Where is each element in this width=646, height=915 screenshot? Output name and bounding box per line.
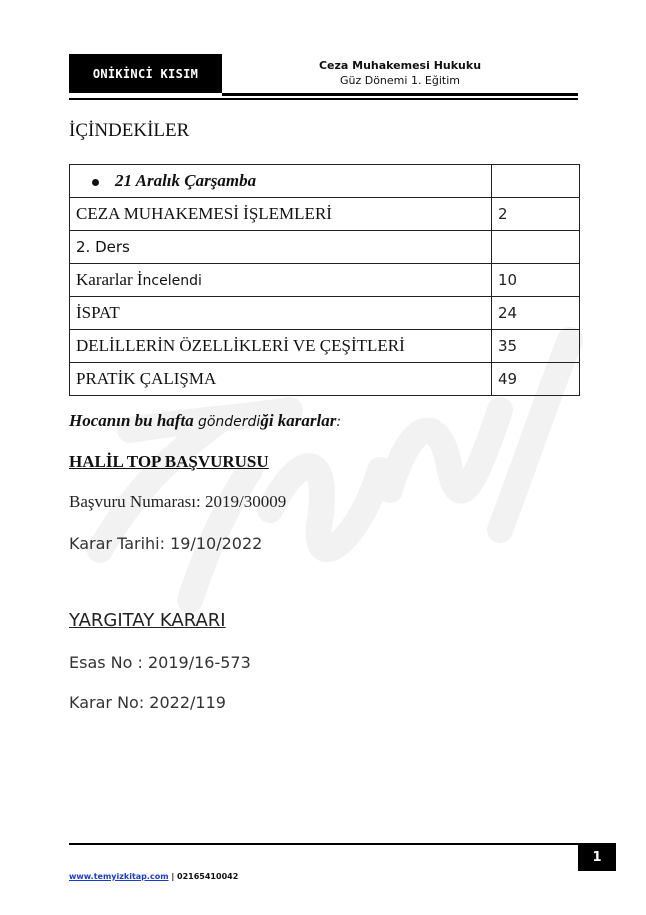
toc-entry[interactable] <box>70 264 492 297</box>
toc-row <box>70 165 580 198</box>
toc-page-number: 2 <box>492 198 580 231</box>
toc-row <box>70 363 580 396</box>
intro-line: Hocanın bu hafta gönderdiği kararlar: <box>69 411 342 430</box>
toc-page-number <box>492 165 580 198</box>
header-subtitle: Güz Dönemi 1. Eğitim <box>339 74 461 87</box>
section-label-box: ONİKİNCİ KISIM <box>69 54 222 93</box>
karar-number: Karar No: 2022/119 <box>69 693 226 712</box>
toc-entry[interactable] <box>70 231 492 264</box>
toc-entry-label: 21 Aralık Çarşamba <box>115 171 257 190</box>
header-rule-top <box>222 93 578 96</box>
toc-page-number: 10 <box>492 264 580 297</box>
toc-row <box>70 264 580 297</box>
application-number: Başvuru Numarası: 2019/30009 <box>69 492 287 511</box>
toc-row <box>70 198 580 231</box>
toc-page-number: 35 <box>492 330 580 363</box>
case-title-yargitay: YARGITAY KARARI <box>69 610 226 631</box>
phone-number: 02165410042 <box>177 872 239 881</box>
toc-table <box>69 164 580 396</box>
toc-entry[interactable] <box>70 363 492 396</box>
toc-entry-label: DELİLLERİN ÖZELLİKLERİ VE ÇEŞİTLERİ <box>76 336 405 355</box>
toc-entry[interactable] <box>70 198 492 231</box>
header-rule-bottom <box>69 98 578 100</box>
toc-entry-label: CEZA MUHAKEMESİ İŞLEMLERİ <box>76 204 332 223</box>
footer-rule <box>69 843 578 845</box>
toc-entry[interactable] <box>70 297 492 330</box>
toc-row <box>70 297 580 330</box>
toc-heading: İÇİNDEKİLER <box>69 120 190 141</box>
toc-entry-label: 2. Ders <box>76 238 130 256</box>
toc-row <box>70 231 580 264</box>
case-title-halil-top: HALİL TOP BAŞVURUSU <box>69 452 269 471</box>
toc-page-number: 24 <box>492 297 580 330</box>
header-title: Ceza Muhakemesi Hukuku <box>318 59 482 72</box>
toc-row <box>70 330 580 363</box>
toc-page-number: 49 <box>492 363 580 396</box>
toc-entry-label-b: ncelendi <box>142 273 202 289</box>
toc-entry[interactable] <box>70 165 492 198</box>
footer-text: www.temyizkitap.com | 02165410042 <box>69 872 239 881</box>
toc-entry-label: PRATİK ÇALIŞMA <box>76 369 217 388</box>
decision-date: Karar Tarihi: 19/10/2022 <box>69 534 263 553</box>
toc-entry-label-a: Kararlar İ <box>76 270 143 289</box>
toc-page-number <box>492 231 580 264</box>
page-number: 1 <box>578 843 616 871</box>
toc-entry-label: İSPAT <box>76 303 120 322</box>
esas-number: Esas No : 2019/16-573 <box>69 653 251 672</box>
bullet-icon <box>92 179 99 186</box>
toc-entry[interactable] <box>70 330 492 363</box>
website-link[interactable]: www.temyizkitap.com <box>69 872 169 881</box>
